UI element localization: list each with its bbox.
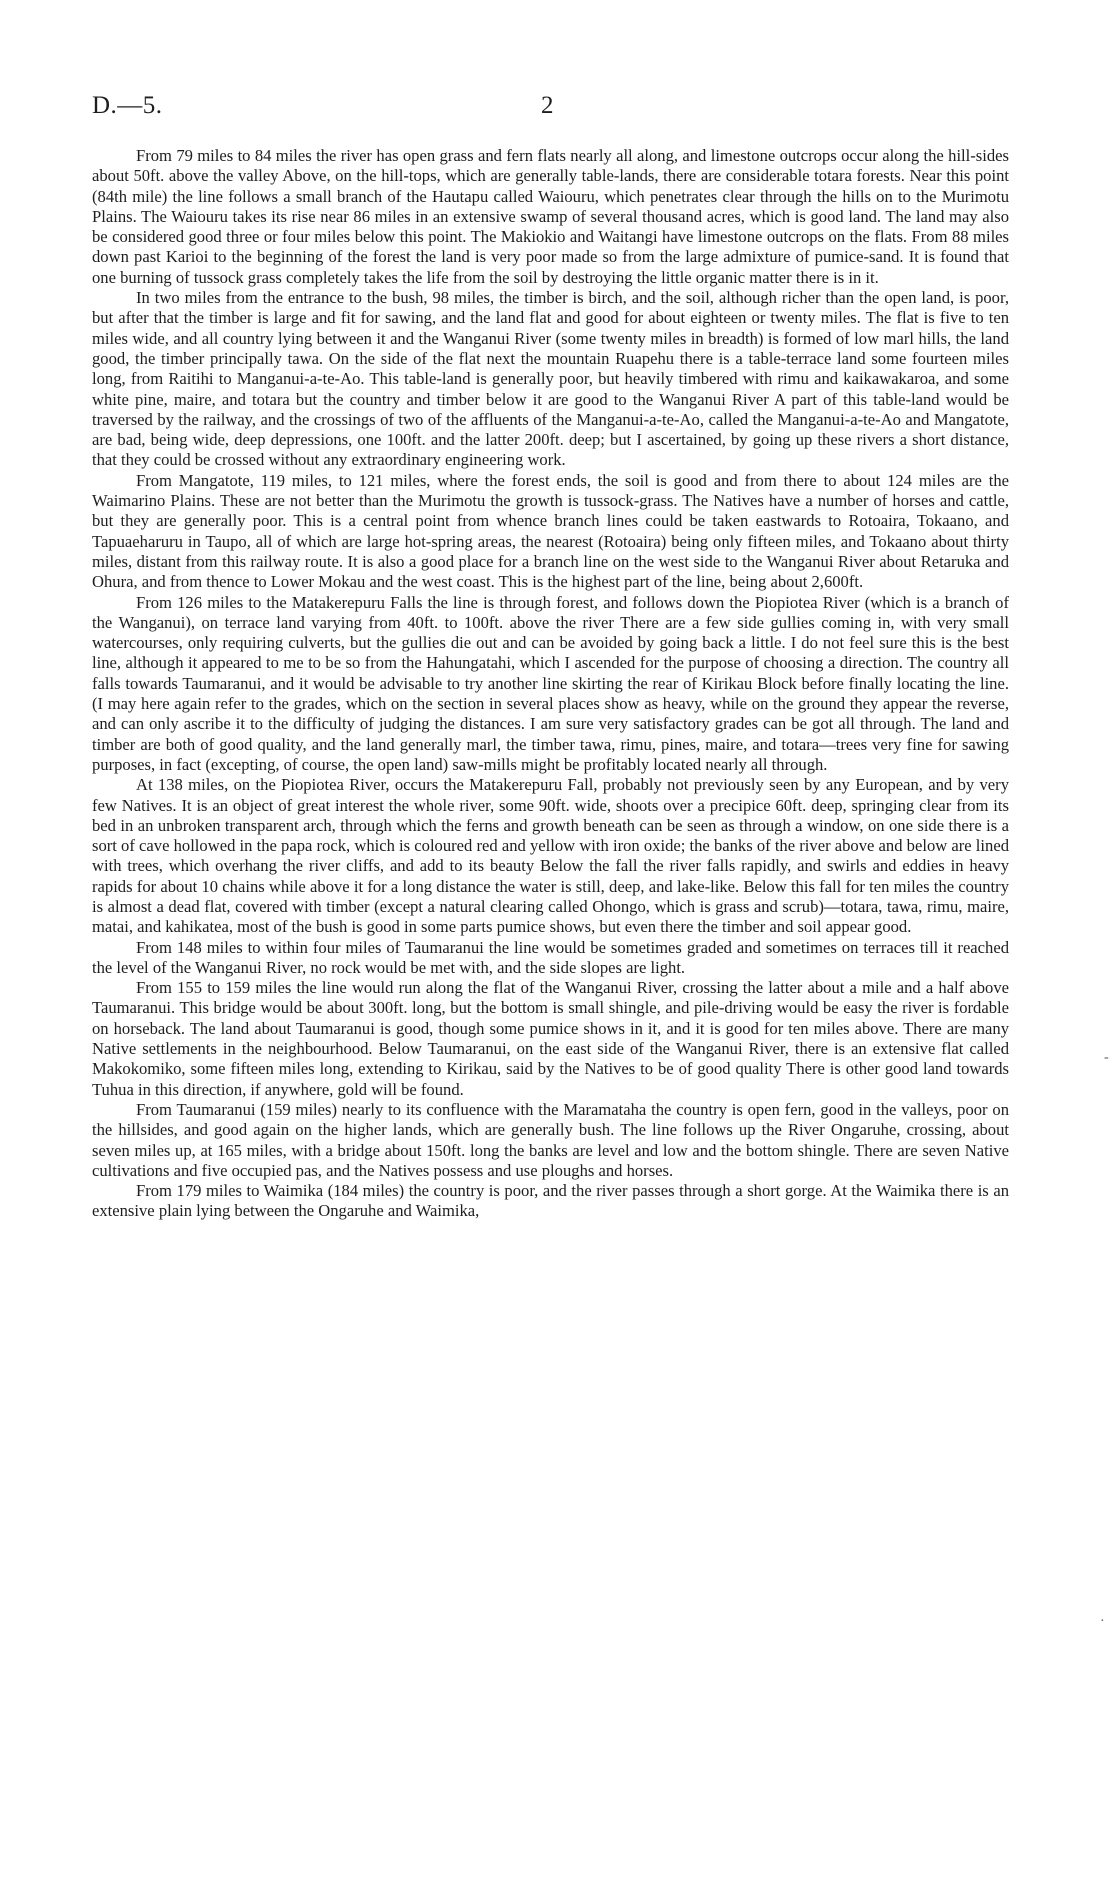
paragraph: From 155 to 159 miles the line would run along the flat of the Wanganui River, crossing the latter about a mile and a half above Taumaranui. This bridge would be about 300ft. long, but the bottom is small shingle, and pile-driving would be easy the river is fordable on horseback. The land about Taumaranui is good, though some pumice shows in it, and it is good for ten miles above. There are many Native settlements in the neighbourhood. Below Taumaranui, on the east side of the Wanganui River, there is an extensive flat called Makokomiko, some fifteen miles long, extending to Kirikau, said by the Natives to be of good quality There is other good land towards Tuhua in this direction, if anywhere, gold will be found. bbox=[92, 978, 1009, 1099]
body-text bbox=[92, 146, 1009, 1222]
page-number: 2 bbox=[541, 92, 554, 119]
paragraph: From 79 miles to 84 miles the river has open grass and fern flats nearly all along, and limestone outcrops occur along the hill-sides about 50ft. above the valley Above, on the hill-tops, which are generally table-lands, there are considerable totara forests. Near this point (84th mile) the line follows a small branch of the Hautapu called Waiouru, which penetrates clear through the hills on to the Murimotu Plains. The Waiouru takes its rise near 86 miles in an extensive swamp of several thousand acres, which is good land. The land may also be considered good three or four miles below this point. The Makiokio and Waitangi have limestone outcrops on the flats. From 88 miles down past Karioi to the beginning of the forest the land is very poor made so from the large admixture of pumice-sand. It is found that one burning of tussock grass completely takes the life from the soil by destroying the little organic matter there is in it. bbox=[92, 146, 1009, 287]
paragraph: From 148 miles to within four miles of Taumaranui the line would be sometimes graded and sometimes on terraces till it reached the level of the Wanganui River, no rock would be met with, and the side slopes are light. bbox=[92, 937, 1009, 977]
page-header bbox=[92, 92, 1020, 132]
paragraph: From Mangatote, 119 miles, to 121 miles, where the forest ends, the soil is good and from there to about 124 miles are the Waimarino Plains. These are not better than the Murimotu the growth is tussock-grass. The Natives have a number of horses and cattle, but they are generally poor. This is a central point from whence branch lines could be taken eastwards to Rotoaira, Tokaano, and Tapuaeharuru in Taupo, all of which are large hot-spring areas, the nearest (Rotoaira) being only fifteen miles, and Tokaano about thirty miles, distant from this railway route. It is also a good place for a branch line on the west side to the Wanganui River about Retaruka and Ohura, and from thence to Lower Mokau and the west coast. This is the highest part of the line, being about 2,600ft. bbox=[92, 470, 1009, 592]
paragraph: In two miles from the entrance to the bush, 98 miles, the timber is birch, and the soil, although richer than the open land, is poor, but after that the timber is large and fit for sawing, and the land flat and good for about eighteen or twenty miles. The flat is five to ten miles wide, and all country lying between it and the Wanganui River (some twenty miles in breadth) is formed of low marl hills, the land good, the timber principally tawa. On the side of the flat next the mountain Ruapehu there is a table-terrace land some fourteen miles long, from Raitihi to Manganui-a-te-Ao. This table-land is generally poor, but heavily timbered with rimu and kaikawakaroa, and some white pine, maire, and totara but the country and timber below it are good to the Wanganui River A part of this table-land would be traversed by the railway, and the crossings of two of the affluents of the Manganui-a-te-Ao, called the Manganui-a-te-Ao and Mangatote, are bad, being wide, deep depressions, one 100ft. and the latter 200ft. deep; but I ascertained, by going up these rivers a short distance, that they could be crossed without any extraordinary engineering work. bbox=[92, 288, 1009, 470]
paragraph: From Taumaranui (159 miles) nearly to its confluence with the Maramataha the country is open fern, good in the valleys, poor on the hillsides, and good again on the higher lands, which are generally bush. The line follows up the River Ongaruhe, crossing, about seven miles up, at 165 miles, with a bridge about 150ft. long the banks are level and low and the bottom shingle. There are seven Native cultivations and five occupied pas, and the Natives possess and use ploughs and horses. bbox=[92, 1099, 1009, 1180]
paragraph: From 179 miles to Waimika (184 miles) the country is poor, and the river passes through a short gorge. At the Waimika there is an extensive plain lying between the Ongaruhe and Waimika, bbox=[92, 1181, 1009, 1221]
paragraph: At 138 miles, on the Piopiotea River, occurs the Matakerepuru Fall, probably not previously seen by any European, and by very few Natives. It is an object of great interest the whole river, some 90ft. wide, shoots over a precipice 60ft. deep, springing clear from its bed in an unbroken transparent arch, through which the ferns and growth beneath can be seen as through a window, on one side there is a sort of cave hollowed in the papa rock, which is coloured red and yellow with iron oxide; the banks of the river above and below are lined with trees, which overhang the river cliffs, and add to its beauty Below the fall the river falls rapidly, and swirls and eddies in heavy rapids for about 10 chains while above it for a long distance the water is still, deep, and lake-like. Below this fall for ten miles the country is almost a dead flat, covered with timber (except a natural clearing called Ohongo, which is grass and scrub)—totara, tawa, rimu, maire, matai, and kahikatea, most of the bush is good in some parts pumice shows, but even there the timber and soil appear good. bbox=[92, 775, 1009, 937]
paragraph: From 126 miles to the Matakerepuru Falls the line is through forest, and follows down the Piopiotea River (which is a branch of the Wanganui), on terrace land varying from 40ft. to 100ft. above the river There are a few side gullies coming in, with very small watercourses, only requiring culverts, but the gullies die out and can be avoided by going back a little. I do not feel sure this is the best line, although it appeared to me to be so from the Hahungatahi, which I ascended for the purpose of choosing a direction. The country all falls towards Taumaranui, and it would be advisable to try another line skirting the rear of Kirikau Block before finally locating the line. (I may here again refer to the grades, which on the section in several places show as heavy, while on the ground they appear the reverse, and can only ascribe it to the difficulty of judging the distances. I am sure very satisfactory grades can be got all through. The land and timber are both of good quality, and the land generally marl, the timber tawa, rimu, pines, maire, and totara—trees very fine for sawing purposes, in fact (excepting, of course, the open land) saw-mills might be profitably located nearly all through. bbox=[92, 592, 1009, 774]
margin-dash-mark: - bbox=[1104, 1050, 1109, 1065]
document-reference: D.—5. bbox=[92, 92, 163, 119]
margin-tick-mark: · bbox=[1100, 1614, 1105, 1629]
